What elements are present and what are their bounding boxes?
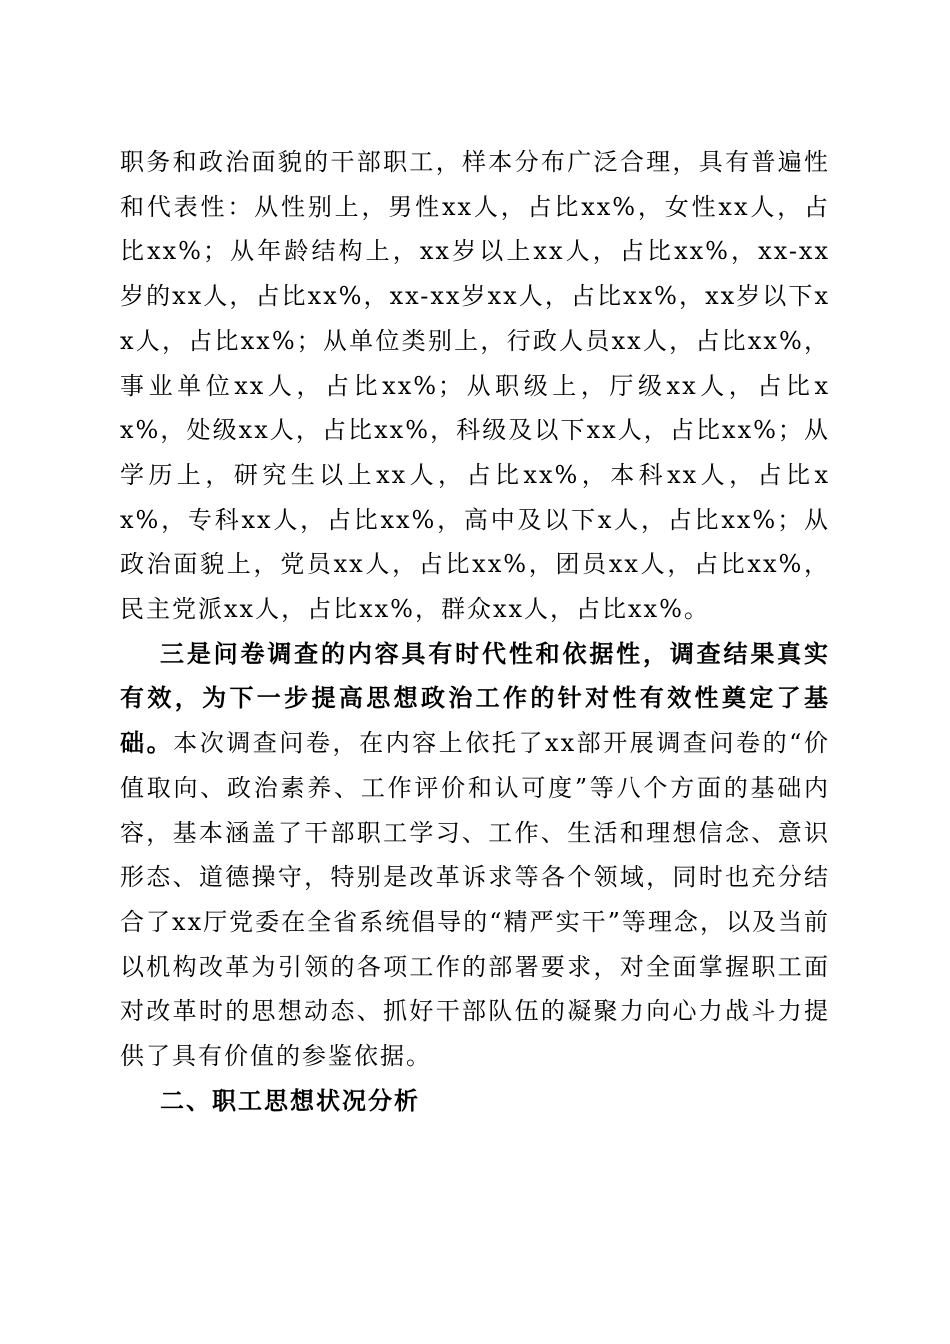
- paragraph-lead-sentence: 三是问卷调查的内容具有时代性和依据性，调查结果真实有效，为下一步提高思想政治工作的针对性有效性奠定了基础。: [120, 638, 830, 758]
- paragraph-sample-distribution: 职务和政治面貌的干部职工，样本分布广泛合理，具有普遍性和代表性：从性别上，男性xx人，占比xx%，女性xx人，占比xx%；从年龄结构上，xx岁以上xx人，占比xx%，xx-xx岁的xx人，占比xx%，xx-xx岁xx人，占比xx%，xx岁以下xx人，占比xx%；从单位类别上，行政人员xx人，占比xx%，事业单位xx人，占比xx%；从职级上，厅级xx人，占比xx%，处级xx人，占比xx%，科级及以下xx人，占比xx%；从学历上，研究生以上xx人，占比xx%，本科xx人，占比xx%，专科xx人，占比xx%，高中及以下x人，占比xx%；从政治面貌上，党员xx人，占比xx%，团员xx人，占比xx%，民主党派xx人，占比xx%，群众xx人，占比xx%。: [120, 148, 830, 624]
- paragraph-body-text: 本次调查问卷，在内容上依托了xx部开展调查问卷的“价值取向、政治素养、工作评价和认可度”等八个方面的基础内容，基本涵盖了干部职工学习、工作、生活和理想信念、意识形态、道德操守，特别是改革诉求等各个领域，同时也充分结合了xx厅党委在全省系统倡导的“精严实干”等理念，以及当前以机构改革为引领的各项工作的部署要求，对全面掌握职工面对改革时的思想动态、抓好干部队伍的凝聚力向心力战斗力提供了具有价值的参鉴依据。: [120, 729, 831, 1071]
- section-heading: 二、职工思想状况分析: [160, 1085, 420, 1115]
- document-page: [120, 140, 830, 1123]
- paragraph-questionnaire-content: [120, 632, 830, 1079]
